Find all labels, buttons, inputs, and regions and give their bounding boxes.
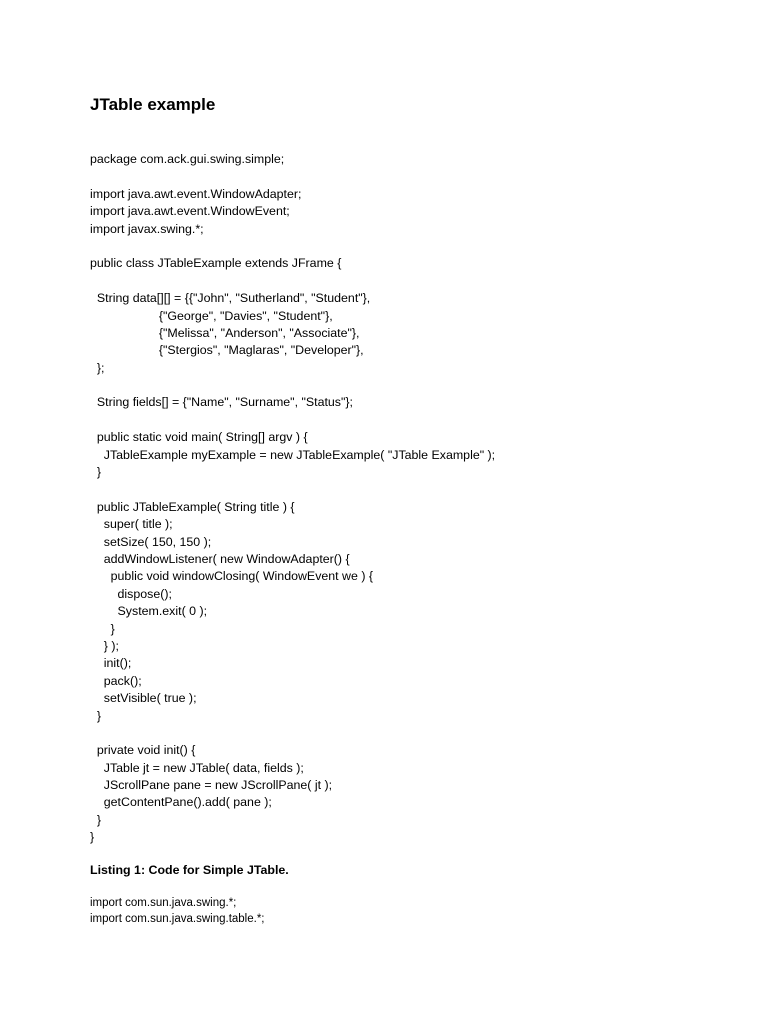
code-line: package com.ack.gui.swing.simple; bbox=[90, 152, 285, 166]
code-line: setSize( 150, 150 ); bbox=[90, 534, 212, 549]
code-line: } ); bbox=[90, 638, 119, 653]
code-line: {"George", "Davies", "Student"}, bbox=[90, 308, 333, 323]
trailing-imports bbox=[90, 895, 265, 927]
code-line: JScrollPane pane = new JScrollPane( jt ); bbox=[90, 778, 333, 793]
code-line: String data[][] = {{"John", "Sutherland", "Student"}, bbox=[90, 291, 371, 306]
code-line bbox=[90, 377, 495, 394]
code-line: public static void main( String[] argv ) { bbox=[90, 430, 308, 445]
code-line: } bbox=[90, 621, 115, 636]
code-line: System.exit( 0 ); bbox=[90, 604, 208, 619]
code-line: } bbox=[90, 708, 102, 723]
code-line: super( title ); bbox=[90, 517, 173, 532]
listing-caption: Listing 1: Code for Simple JTable. bbox=[90, 863, 289, 877]
page-title: JTable example bbox=[90, 95, 216, 114]
code-line: JTable jt = new JTable( data, fields ); bbox=[90, 760, 304, 775]
code-line: } bbox=[90, 830, 95, 845]
code-line bbox=[90, 238, 495, 255]
code-line: import javax.swing.*; bbox=[90, 221, 204, 236]
code-line: {"Stergios", "Maglaras", "Developer"}, bbox=[90, 343, 364, 358]
code-line bbox=[90, 168, 495, 185]
code-line: init(); bbox=[90, 656, 132, 671]
code-line: String fields[] = {"Name", "Surname", "Status"}; bbox=[90, 395, 353, 410]
code-line: addWindowListener( new WindowAdapter() { bbox=[90, 551, 350, 566]
code-line: import java.awt.event.WindowAdapter; bbox=[90, 186, 302, 201]
import-line: import com.sun.java.swing.*; bbox=[90, 897, 237, 909]
code-line: public JTableExample( String title ) { bbox=[90, 499, 295, 514]
import-line: import com.sun.java.swing.table.*; bbox=[90, 913, 265, 925]
code-line: JTableExample myExample = new JTableExample( "JTable Example" ); bbox=[90, 447, 496, 462]
code-line: private void init() { bbox=[90, 743, 196, 758]
code-line bbox=[90, 725, 495, 742]
code-line: getContentPane().add( pane ); bbox=[90, 795, 272, 810]
code-line bbox=[90, 412, 495, 429]
code-line: public void windowClosing( WindowEvent we ) { bbox=[90, 569, 374, 584]
code-line bbox=[90, 273, 495, 290]
code-line: pack(); bbox=[90, 673, 142, 688]
code-line: public class JTableExample extends JFrame { bbox=[90, 256, 342, 271]
code-line: } bbox=[90, 465, 102, 480]
code-line bbox=[90, 481, 495, 498]
code-listing bbox=[90, 151, 495, 847]
code-line: dispose(); bbox=[90, 586, 172, 601]
code-line: setVisible( true ); bbox=[90, 691, 197, 706]
code-line: import java.awt.event.WindowEvent; bbox=[90, 204, 290, 219]
code-line: {"Melissa", "Anderson", "Associate"}, bbox=[90, 325, 360, 340]
code-line: }; bbox=[90, 360, 105, 375]
code-line: } bbox=[90, 812, 102, 827]
